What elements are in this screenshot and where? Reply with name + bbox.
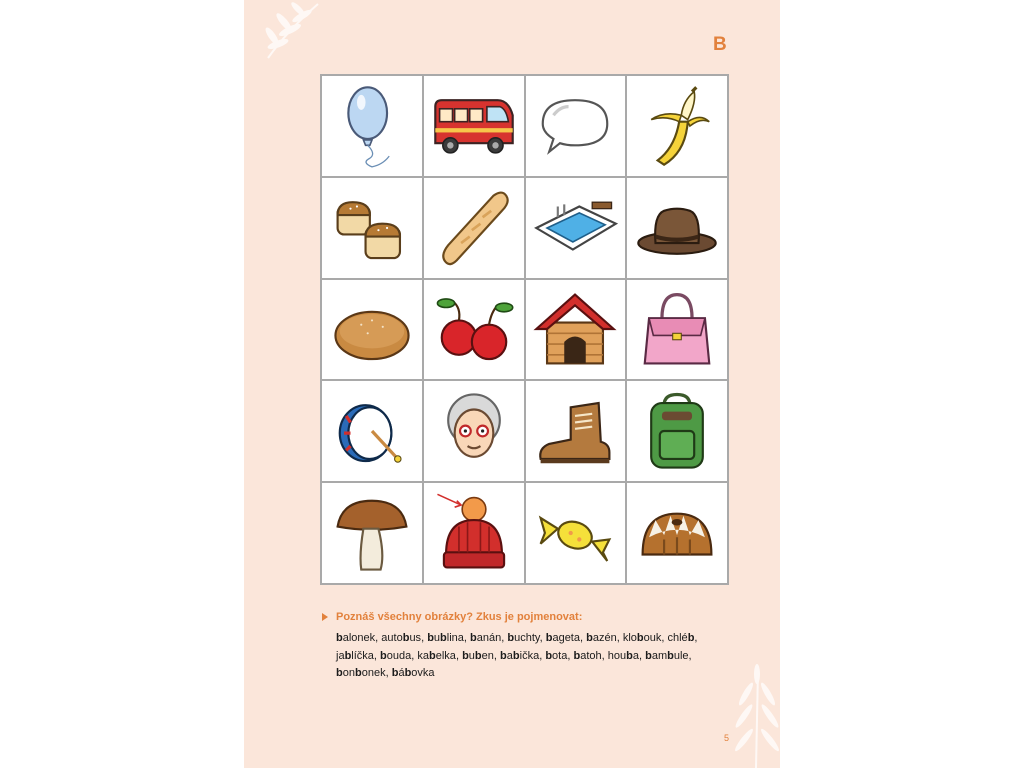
apples-icon (431, 286, 517, 372)
answer-word: bageta (545, 632, 580, 644)
swimming-pool-icon (532, 185, 618, 271)
picture-cell (322, 76, 422, 176)
picture-cell (526, 381, 626, 481)
baguette-icon (431, 185, 517, 271)
answer-word: jablíčka (336, 649, 374, 662)
picture-cell (526, 76, 626, 176)
picture-cell (424, 76, 524, 176)
triangle-bullet-icon (322, 613, 328, 621)
section-letter: B (713, 34, 727, 55)
answer-word: banán (470, 632, 502, 644)
grandma-icon (431, 388, 517, 474)
picture-cell (424, 381, 524, 481)
bundt-cake-icon (634, 490, 720, 576)
picture-cell (424, 178, 524, 278)
answer-word: bábovka (391, 667, 435, 679)
answer-word: bonbonek (336, 667, 386, 679)
answer-word: bublina (427, 632, 464, 644)
drum-icon (329, 388, 415, 474)
workbook-page (244, 0, 780, 768)
picture-cell (627, 483, 727, 583)
buns-icon (329, 185, 415, 271)
mushroom-icon (329, 490, 415, 576)
answer-words: balonek, autobus, bublina, banán, buchty, bageta, bazén, klobouk, chléb, jablíčka, bouda, kabelka, buben, babička, bota, batoh, houba, bambule, bonbonek, bábovka (336, 632, 698, 679)
shoe-icon (532, 388, 618, 474)
answer-word: autobus (381, 632, 422, 644)
bus-icon (431, 83, 517, 169)
picture-cell (627, 76, 727, 176)
picture-cell (526, 483, 626, 583)
answer-word: bota (545, 649, 568, 662)
prompt-text: Poznáš všechny obrázky? Zkus je pojmenovat: (336, 611, 583, 623)
picture-cell (627, 280, 727, 380)
picture-cell (322, 483, 422, 583)
beanie-bobble-icon (431, 490, 517, 576)
exercise-prompt (322, 611, 582, 623)
picture-cell (424, 280, 524, 380)
picture-cell (424, 483, 524, 583)
picture-cell (322, 280, 422, 380)
picture-grid (320, 74, 729, 585)
answer-word: houba (607, 649, 639, 662)
balloon-icon (329, 83, 415, 169)
answer-word: balonek (336, 632, 376, 644)
page-number: 5 (724, 733, 730, 743)
leaf-decoration-icon (258, 0, 328, 62)
candy-icon (532, 490, 618, 576)
answer-word: kabelka (417, 649, 456, 662)
backpack-icon (634, 388, 720, 474)
answer-word: bambule (645, 649, 689, 662)
picture-cell (526, 280, 626, 380)
leaf-decoration-icon (732, 664, 780, 768)
speech-bubble-icon (532, 83, 618, 169)
picture-cell (526, 178, 626, 278)
picture-cell (627, 381, 727, 481)
answer-word: chléb (667, 632, 695, 644)
answer-word: buben (462, 649, 494, 662)
picture-cell (627, 178, 727, 278)
answer-word: klobouk (622, 632, 662, 644)
picture-cell (322, 381, 422, 481)
handbag-icon (634, 286, 720, 372)
banana-icon (634, 83, 720, 169)
picture-cell (322, 178, 422, 278)
answer-word: babička (500, 649, 540, 662)
answer-word: buchty (507, 632, 540, 644)
answer-word: bouda (380, 649, 412, 662)
answer-word: batoh (573, 649, 602, 662)
bread-icon (329, 286, 415, 372)
hat-icon (634, 185, 720, 271)
doghouse-icon (532, 286, 618, 372)
answer-word: bazén (586, 632, 617, 644)
